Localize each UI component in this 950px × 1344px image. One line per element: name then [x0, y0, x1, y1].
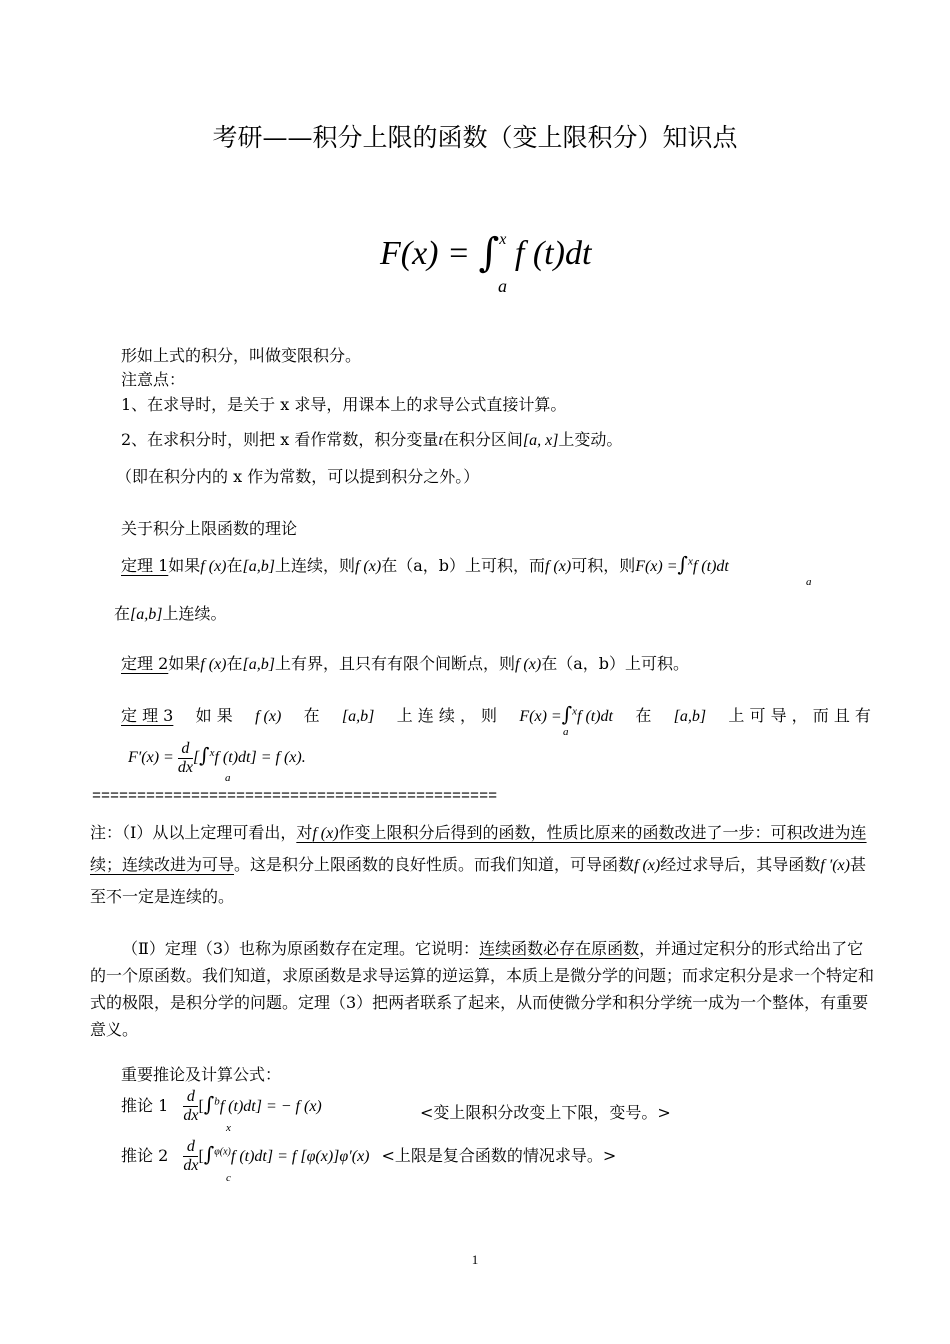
corollaries-heading: 重要推论及计算公式： [121, 1065, 282, 1084]
theorem-3-e: 上 可 导 ， 而 且 有 [728, 706, 871, 725]
intro-line-1: 形如上式的积分，叫做变限积分。 [121, 346, 362, 365]
theorem-2-interval: [a,b] [242, 656, 275, 673]
theorem-2-fx: f (x) [200, 656, 227, 673]
page-number: 1 [471, 1252, 479, 1267]
intro-line-4 [121, 427, 622, 450]
theorem-1-lower: a [806, 576, 812, 588]
theorem-2 [121, 651, 689, 674]
corollary-2-num: d [183, 1138, 198, 1157]
theorem-3-d: 在 [635, 706, 652, 725]
note-1-fx: f (x) [312, 825, 339, 842]
note-2-rest: ，并通过定积分的形式给出了它的一个原函数。我们知道，求原函数是求导运算的逆运算，本质上是微分学的问题；而求定积分是求一个特定和式的极限，是积分学的问题。定理（3）把两者联系了起来，从而使微分学和积分学统一成为一个整体，有重要意义。 [90, 939, 875, 1039]
main-formula-upper: x [499, 230, 507, 248]
note-1-end: 甚至不一定是连续的。 [90, 855, 866, 906]
corollary-1-num: d [183, 1088, 198, 1107]
integral-sign: ∫ [203, 1142, 215, 1166]
page-title: 考研——积分上限的函数（变上限积分）知识点 [212, 123, 738, 152]
main-formula-lower: a [498, 276, 507, 296]
theorem-1-line-2 [114, 601, 226, 624]
note-1-fx-2: f (x) [634, 857, 661, 874]
theorem-1-line-2-b: 上连续。 [162, 604, 227, 623]
theorem-1 [121, 552, 729, 576]
note-1-ul-b: 作变上限积分后得到的函数，性质比原来的函数改进了一步：可积改进为连续；连续改进为可导 [90, 823, 867, 874]
theorem-3-fx: f (x) [255, 708, 282, 725]
note-2-prefix: （Ⅱ）定理（3）也称为原函数存在定理。它说明： [122, 939, 480, 958]
integral-sign: ∫ [561, 702, 573, 726]
theorem-1-b: 在 [226, 556, 243, 575]
theorem-1-fx: f (x) [200, 558, 227, 575]
corollary-1-upper: b [214, 1095, 220, 1108]
theorem-1-a: 如果 [168, 556, 201, 575]
theorem-1-c: 上连续，则 [274, 556, 355, 575]
theorem-3-c: 上 连 续 ， 则 [396, 706, 498, 725]
note-2 [90, 935, 875, 1043]
theorem-3-label: 定 理 3 [121, 706, 174, 725]
corollary-1-fraction [183, 1088, 198, 1125]
corollary-1-den: dx [183, 1107, 199, 1124]
theorem-3-interval: [a,b] [341, 708, 375, 725]
corollary-2-fraction [183, 1138, 198, 1175]
integral-sign: ∫ [478, 230, 500, 276]
theorem-3-deriv-upper: x [209, 746, 215, 759]
theorem-2-fx-2: f (x) [514, 656, 542, 673]
intro-line-4-b: 在积分区间 [442, 430, 523, 449]
intro-line-3: 1、在求导时，是关于 x 求导，用课本上的求导公式直接计算。 [121, 395, 567, 414]
theorem-3-bracket: [ [192, 749, 200, 767]
corollary-1-comment: <变上限积分改变上下限，变号。> [420, 1103, 671, 1122]
note-1-after: 。这是积分上限函数的良好性质。而我们知道，可导函数 [234, 855, 635, 874]
theorem-3-lower: a [563, 726, 569, 738]
corollary-1: 推论 1 $\frac{d}{dx}$ [∫$^b$f (t)dt] = − f (x) [121, 1088, 322, 1124]
theorem-3-den: dx [177, 759, 193, 776]
corollary-1-expr: f (t)dt] = − f (x) [219, 1098, 322, 1115]
corollary-1-label: 推论 1 [121, 1096, 169, 1115]
theorem-3-integrand: f (t)dt [577, 708, 613, 725]
theorem-3-fraction [178, 740, 193, 777]
theorem-2-b: 在 [226, 654, 243, 673]
theorem-3 [121, 702, 871, 726]
theory-heading: 关于积分上限函数的理论 [121, 519, 298, 538]
theorem-3-Fx: F(x) = [519, 708, 562, 725]
theorem-1-upper: x [687, 555, 693, 568]
theorem-1-Fx: F(x) = [635, 558, 678, 575]
intro-line-4-interval: [a, x] [522, 432, 559, 449]
theorem-3-derivative [128, 740, 306, 777]
theorem-3-a: 如 果 [195, 706, 233, 725]
theorem-3-b: 在 [303, 706, 320, 725]
theorem-3-num: d [178, 740, 193, 759]
main-formula-lhs: F(x) = [380, 235, 470, 272]
intro-line-4-c: 上变动。 [558, 430, 623, 449]
theorem-1-line-2-interval: [a,b] [130, 606, 163, 623]
corollary-2-lower: c [226, 1172, 231, 1184]
integral-sign: ∫ [203, 1092, 215, 1116]
corollary-2-upper: φ(x) [214, 1146, 231, 1158]
intro-line-4-a: 2、在求积分时，则把 x 看作常数，积分变量 [121, 430, 439, 449]
corollary-2-expr: f (t)dt] = f [φ(x)]φ′(x) [230, 1148, 370, 1165]
corollary-2-label: 推论 2 [121, 1146, 169, 1165]
separator: ============================================= [92, 788, 498, 805]
corollary-2-den: dx [183, 1157, 199, 1174]
theorem-3-interval-2: [a,b] [673, 708, 707, 725]
theorem-3-upper: x [572, 705, 577, 718]
theorem-1-interval: [a,b] [242, 558, 275, 575]
note-1-mid: 经过求导后，其导函数 [660, 855, 821, 874]
intro-line-5: （即在积分内的 x 作为常数，可以提到积分之外。） [116, 467, 480, 486]
theorem-2-d: 在（a，b）上可积。 [541, 654, 689, 673]
main-formula [380, 228, 591, 274]
theorem-3-deriv-lower: a [225, 772, 231, 784]
theorem-1-d: 在（a，b）上可积，而 [381, 556, 545, 575]
theorem-2-c: 上有界，且只有有限个间断点，则 [274, 654, 515, 673]
corollary-2-comment: <上限是复合函数的情况求导。> [381, 1146, 617, 1165]
theorem-1-line-2-a: 在 [114, 604, 131, 623]
note-2-underlined: 连续函数必存在原函数 [479, 939, 640, 958]
integral-sign: ∫ [677, 552, 688, 576]
note-1-ul-a: 对 [296, 823, 313, 842]
integral-sign: ∫ [199, 743, 210, 768]
note-1-fpx: f ′(x) [820, 857, 850, 874]
intro-line-2: 注意点： [121, 370, 186, 389]
corollary-1-lower: x [226, 1122, 231, 1134]
theorem-1-label: 定理 1 [121, 556, 169, 575]
main-formula-integrand: f (t)dt [514, 235, 592, 272]
theorem-1-fx-3: f (x) [544, 558, 572, 575]
theorem-1-fx-2: f (x) [354, 558, 382, 575]
theorem-1-integrand: f (t)dt [692, 558, 729, 575]
note-1-prefix: 注：（Ⅰ）从以上定理可看出， [90, 823, 297, 842]
theorem-3-deriv-rest: f (t)dt] = f (x). [214, 749, 306, 767]
note-1 [90, 817, 875, 912]
theorem-2-a: 如果 [168, 654, 201, 673]
theorem-1-e: 可积，则 [571, 556, 636, 575]
corollary-2: 推论 2 $\frac{d}{dx}$ [∫$^{\varphi(x)}$f (t)dt] = f [φ(x)]φ′(x) <上限是复合函数的情况求导。> [121, 1138, 617, 1174]
intro-line-4-t: t [438, 432, 443, 449]
theorem-2-label: 定理 2 [121, 654, 169, 673]
theorem-3-deriv-lhs: F′(x) = [128, 749, 174, 767]
